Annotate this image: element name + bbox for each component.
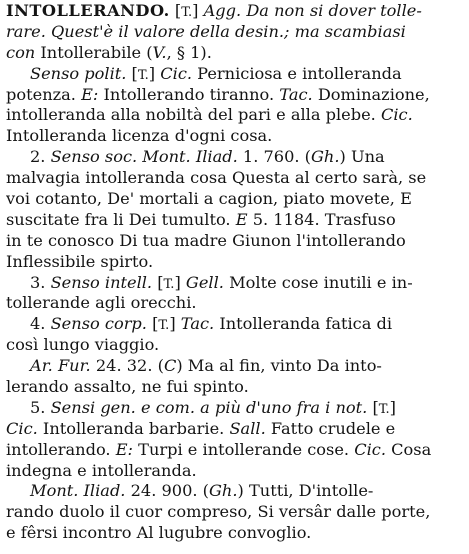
small-caps-tag: T. — [163, 276, 175, 292]
text-run: Intollerando tiranno. — [98, 84, 280, 104]
small-caps-tag: T. — [158, 318, 170, 334]
text-run: 5. — [30, 397, 51, 417]
text-run: intolleranda alla nobiltà del pari e alla plebe. — [6, 105, 381, 125]
italic-text: E — [235, 209, 248, 229]
italic-text: Mont. Iliad. — [30, 481, 126, 501]
italic-text: Agg. Da non si dover tolle- — [203, 1, 422, 20]
italic-text: Sall. — [229, 418, 266, 438]
text-run: e fêrsi incontro Al lugubre convoglio. — [6, 523, 312, 543]
italic-text: Senso soc. Mont. Iliad. — [50, 147, 238, 167]
text-run: 2. — [30, 147, 51, 167]
italic-text: Tac. — [279, 84, 313, 104]
text-run: Intolleranda fatica di — [214, 314, 393, 334]
text-run: Dominazione, — [312, 84, 430, 104]
text-run: rando duolo il cuor compreso, Si versâr dalle porte, — [6, 502, 431, 522]
italic-text: Senso intell. — [50, 272, 153, 292]
italic-text: E: — [81, 84, 99, 104]
italic-text: Cic. — [354, 439, 386, 459]
text-run: tollerande agli orecchi. — [6, 293, 197, 313]
text-run: 24. 32. ( — [90, 356, 164, 376]
small-caps-tag: T. — [137, 67, 149, 83]
text-run: 24. 900. ( — [125, 481, 209, 501]
text-run: 1. 760. ( — [237, 147, 311, 167]
entry-line — [6, 22, 465, 43]
text-run: Fatto crudele e — [265, 418, 396, 438]
text-run: indegna e intolleranda. — [6, 460, 197, 480]
text-run: Intolleranda barbarie. — [37, 418, 230, 438]
italic-text: Senso polit. — [30, 63, 127, 83]
italic-text: V. — [152, 42, 167, 62]
italic-text: Gh. — [209, 481, 238, 501]
text-run: Intollerabile ( — [40, 42, 153, 62]
entry-line — [6, 502, 465, 523]
text-run: [ — [146, 314, 159, 334]
entry-line — [6, 126, 465, 147]
text-run: [ — [126, 63, 138, 83]
entry-line — [6, 64, 465, 85]
italic-text: Ar. Fur. — [30, 356, 91, 376]
text-run: , § 1). — [166, 42, 212, 62]
text-run: Inflessibile spirto. — [6, 251, 154, 271]
headword: INTOLLERANDO. — [6, 1, 170, 20]
text-run: ) Tutti, D'intolle- — [237, 481, 374, 501]
entry-line — [6, 273, 465, 294]
entry-line — [6, 398, 465, 419]
italic-text: Cic. — [160, 63, 193, 83]
text-run: intollerando. — [6, 439, 116, 459]
entry-line — [6, 314, 465, 335]
text-run: [ — [367, 397, 379, 417]
entry-line — [6, 293, 465, 314]
entry-line — [6, 43, 465, 64]
entry-line — [6, 189, 465, 210]
text-run: lerando assalto, ne fui spinto. — [6, 377, 249, 397]
entry-line — [6, 481, 465, 502]
entry-line — [6, 377, 465, 398]
text-run: 4. — [30, 314, 51, 334]
entry-line — [6, 168, 465, 189]
text-run: Molte cose inutili e in- — [223, 272, 413, 292]
text-run: potenza. — [6, 84, 82, 104]
italic-text: C — [163, 356, 177, 376]
text-run: in te conosco Di tua madre Giunon l'intollerando — [6, 230, 406, 250]
italic-text: Cic. — [380, 105, 413, 125]
italic-text: E: — [115, 439, 133, 459]
italic-text: Gh. — [311, 147, 340, 167]
entry-line — [6, 419, 465, 440]
text-run: Turpi e intollerande cose. — [133, 439, 355, 459]
text-run: suscitate fra li Dei tumulto. — [6, 209, 236, 229]
entry-line — [6, 461, 465, 482]
text-run: malvagia intolleranda cosa Questa al certo sarà, se — [6, 168, 427, 188]
text-run: voi cotanto, De' mortali a cagion, piato movete, E — [6, 189, 412, 209]
italic-text: rare. Quest'è il valore della desin.; ma scambiasi — [6, 21, 406, 41]
entry-line — [6, 85, 465, 106]
text-run: Perniciosa e intolleranda — [192, 63, 402, 83]
small-caps-tag: T. — [378, 401, 390, 417]
text-run: [ — [152, 272, 164, 292]
text-run: 5. 1184. Trasfuso — [247, 209, 396, 229]
text-run: ) Una — [339, 147, 385, 167]
entry-line — [6, 523, 465, 544]
entry-line — [6, 356, 465, 377]
entry-line — [6, 210, 465, 231]
text-run: [ — [169, 1, 182, 20]
text-run: ] — [148, 63, 161, 83]
italic-text: Sensi gen. e com. a più d'uno fra i not. — [50, 397, 368, 417]
text-run: 3. — [30, 272, 51, 292]
entry-line — [6, 147, 465, 168]
italic-text: con — [6, 42, 41, 62]
italic-text: Senso corp. — [50, 314, 147, 334]
text-run: ] — [169, 314, 181, 334]
entry-line — [6, 231, 465, 252]
entry-line — [6, 252, 465, 273]
italic-text: Cic. — [6, 418, 38, 438]
entry-line — [6, 335, 465, 356]
text-run: Intolleranda licenza d'ogni cosa. — [6, 126, 273, 146]
entry-line — [6, 105, 465, 126]
entry-line — [6, 440, 465, 461]
text-run: ] — [192, 1, 204, 20]
text-run: Cosa — [385, 439, 432, 459]
italic-text: Gell. — [185, 272, 224, 292]
text-run: ] — [174, 272, 186, 292]
text-run: ] — [389, 397, 396, 417]
text-run: così lungo viaggio. — [6, 335, 160, 355]
entry-line — [6, 1, 465, 22]
small-caps-tag: T. — [181, 5, 193, 20]
italic-text: Tac. — [180, 314, 215, 334]
text-run: ) Ma al fin, vinto Da into- — [176, 356, 382, 376]
